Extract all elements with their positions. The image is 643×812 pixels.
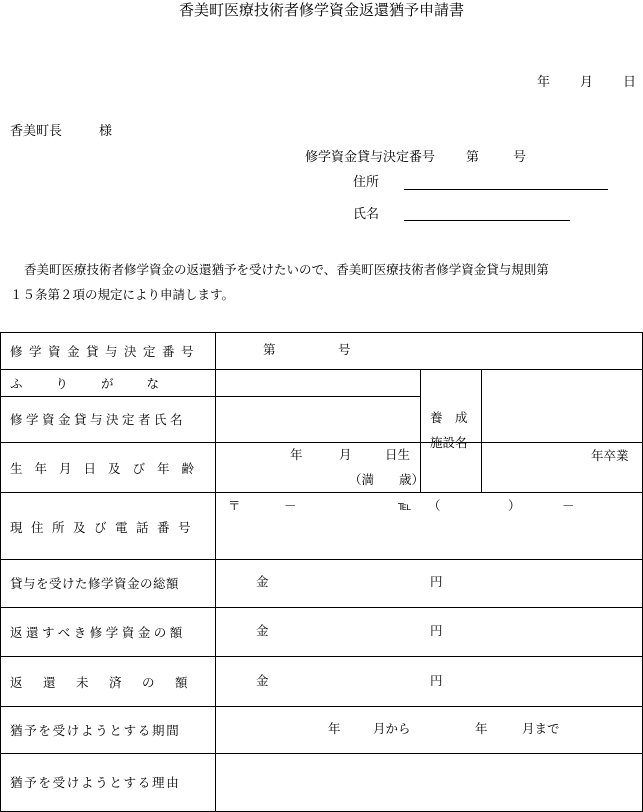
body-line-1: 香美町医療技術者修学資金の返還猶予を受けたいので、香美町医療技術者修学資金貸与規則第 (24, 262, 549, 277)
label-text: 返還未済の額 (10, 675, 209, 690)
name-label: 氏名 (353, 207, 380, 222)
graduation-year: 年卒業 (591, 448, 629, 463)
row-label-name (10, 412, 208, 426)
row-label-furigana (10, 376, 208, 390)
period-year-from: 年 (328, 721, 341, 736)
date-month: 月 (580, 75, 594, 90)
repay-kin: 金 (256, 623, 269, 638)
address-underline (404, 189, 608, 190)
label-text: 返還すべき修学資金の額 (10, 625, 186, 640)
table-line (0, 369, 643, 370)
row-label-deferral-reason (10, 775, 208, 789)
table-line (0, 706, 643, 707)
table-line (0, 332, 1, 811)
label-text: 現住所及び電話番号 (10, 520, 200, 535)
period-month-to: 月まで (522, 721, 560, 736)
tel-open-paren: （ (428, 498, 441, 513)
postal-dash: － (284, 498, 297, 513)
decision-number-label: 修学資金貸与決定番号 (305, 150, 436, 165)
tel-dash: － (562, 498, 575, 513)
address-label: 住所 (353, 175, 380, 190)
table-decision-go: 号 (338, 342, 351, 357)
document-title: 香美町医療技術者修学資金返還猶予申請書 (178, 1, 464, 19)
label-text: 猶予を受けようとする期間 (10, 723, 181, 738)
tel-close-paren: ） (508, 498, 521, 513)
table-line (481, 369, 482, 492)
table-decision-dai: 第 (263, 342, 276, 357)
date-day: 日 (623, 75, 637, 90)
addressee: 香美町長 (10, 124, 63, 139)
table-line (0, 442, 643, 443)
decision-number-go: 号 (513, 150, 527, 165)
row-label-unpaid-amount (10, 675, 208, 689)
row-label-address-phone (10, 520, 208, 534)
birth-age: （満 歳） (349, 472, 425, 487)
decision-number-dai: 第 (466, 150, 480, 165)
label-text: 修学資金貸与決定番号 (10, 344, 201, 359)
row-label-total-amount (10, 576, 208, 590)
repay-en: 円 (430, 623, 443, 638)
table-line (0, 332, 643, 333)
label-text: ふりがな (10, 376, 193, 391)
label-text: 修学資金貸与決定者氏名 (10, 412, 187, 427)
row-label-decision-number (10, 344, 208, 358)
row-label-birthdate (10, 461, 208, 475)
name-underline (404, 220, 570, 221)
table-line (0, 492, 643, 493)
row-label-deferral-period (10, 723, 208, 737)
label-text: 生年月日及び年齢 (10, 461, 207, 476)
period-year-to: 年 (475, 721, 488, 736)
table-line (0, 559, 643, 560)
unpaid-kin: 金 (256, 673, 269, 688)
birth-day: 日生 (385, 447, 411, 462)
table-line (0, 396, 420, 397)
school-label-line1: 養 成 (430, 410, 468, 425)
tel-label: ℡ (398, 498, 412, 513)
school-label-line2: 施設名 (430, 435, 468, 450)
birth-year: 年 (290, 447, 303, 462)
period-month-from: 月から (373, 721, 411, 736)
row-label-repay-amount (10, 625, 208, 639)
table-line (215, 332, 216, 811)
body-line-2: １５条第２項の規定により申請します。 (10, 287, 235, 302)
table-line (0, 656, 643, 657)
addressee-suffix: 様 (99, 124, 113, 139)
label-text: 猶予を受けようとする理由 (10, 775, 181, 790)
table-line (0, 607, 643, 608)
total-en: 円 (430, 574, 443, 589)
postal-mark: 〒 (228, 498, 241, 513)
total-kin: 金 (256, 574, 269, 589)
date-year: 年 (537, 75, 551, 90)
table-line (0, 753, 643, 754)
birth-month: 月 (339, 447, 352, 462)
label-text: 貸与を受けた修学資金の総額 (10, 576, 180, 591)
unpaid-en: 円 (430, 673, 443, 688)
